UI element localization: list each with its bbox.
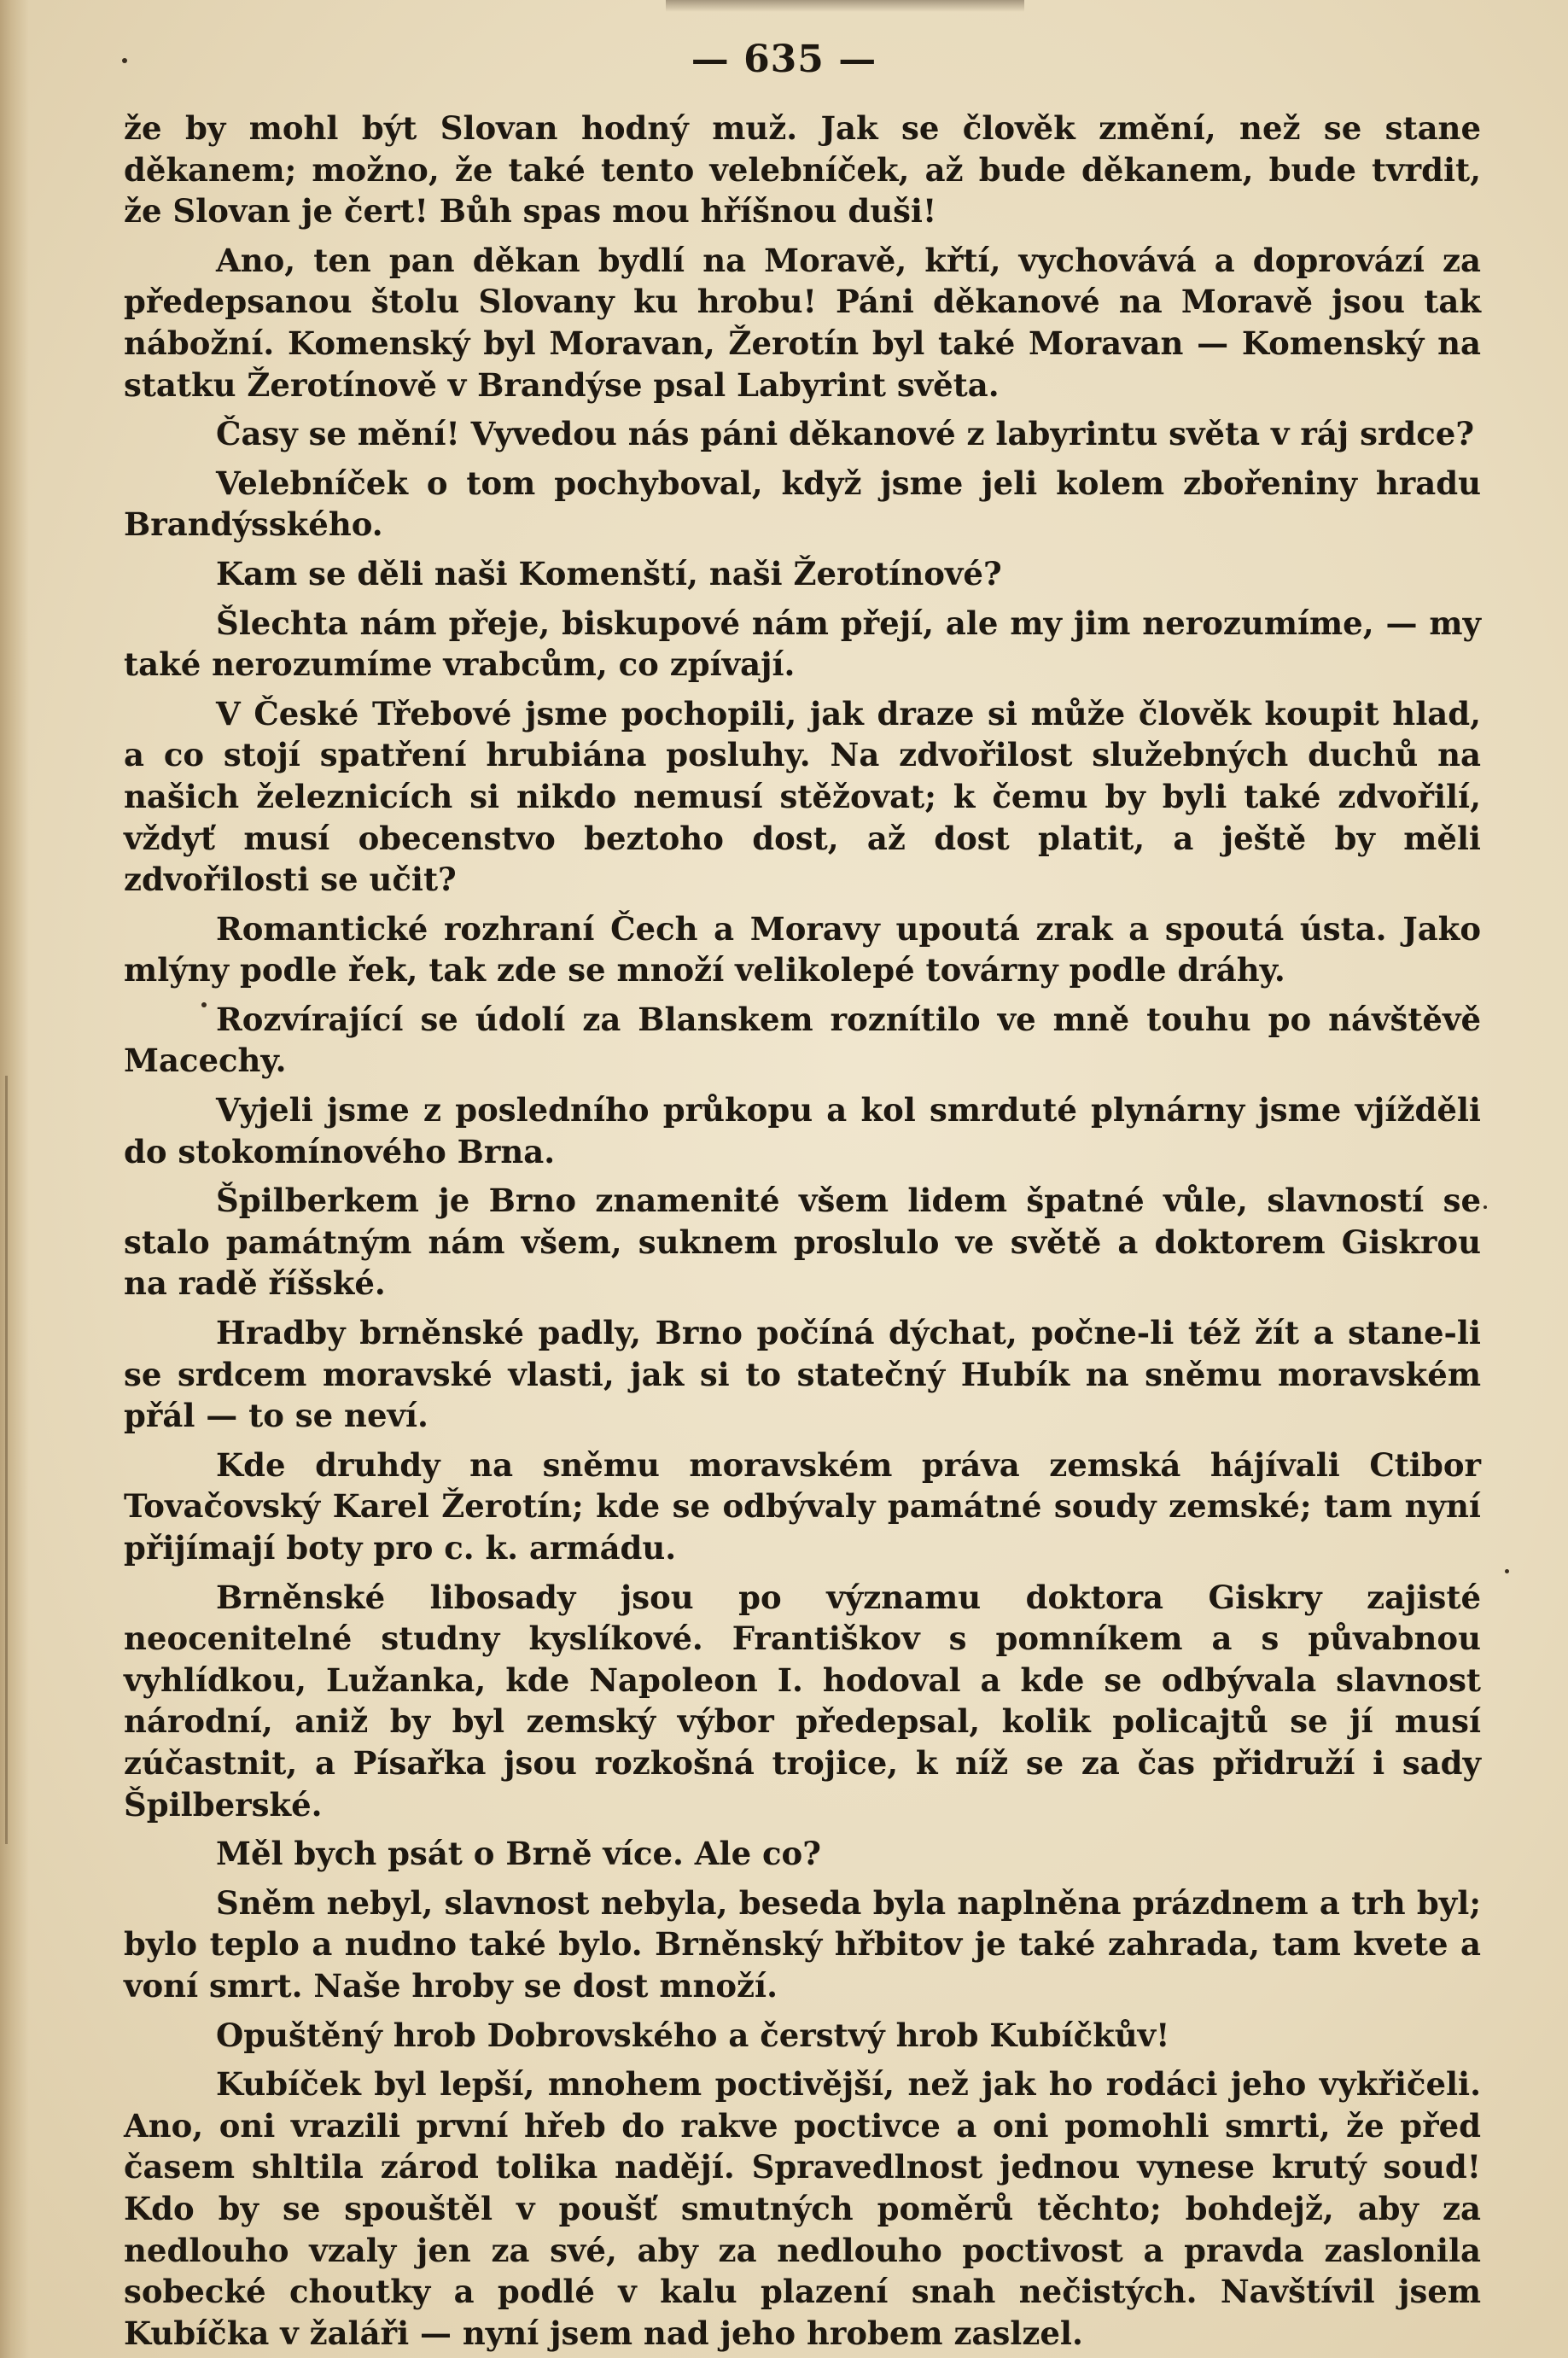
paragraph: Romantické rozhraní Čech a Moravy upoutá zrak a spoutá ústa. Jako mlýny podle řek, tak zde se množí velikolepé továrny podle dráhy. (124, 909, 1481, 989)
ink-speck (1483, 1205, 1487, 1209)
binding-shadow-line (5, 1076, 8, 1844)
paragraph: Časy se mění! Vyvedou nás páni děkanové z labyrintu světa v ráj srdce? (216, 415, 1475, 453)
paragraph: Šlechta nám přeje, biskupové nám přejí, ale my jim nerozumíme, — my také nerozumíme vrabcům, co zpívají. (124, 604, 1481, 684)
paragraph: Vyjeli jsme z posledního průkopu a kol smrduté plynárny jsme vjížděli do stokomínového Brna. (124, 1091, 1481, 1170)
paragraph: Špilberkem je Brno znamenité všem lidem špatné vůle, slavností se stalo památným nám všem, suknem proslulo ve světě a doktorem Giskrou na radě říšské. (124, 1182, 1481, 1303)
page-number: — 635 — (691, 38, 877, 81)
paragraph: Sněm nebyl, slavnost nebyla, beseda byla naplněna prázdnem a trh byl; bylo teplo a nudno také bylo. Brněnský hřbitov je také zahrada, tam kvete a voní smrt. Naše hroby se dost množí. (124, 1883, 1481, 2005)
paragraph: že by mohl být Slovan hodný muž. Jak se člověk změní, než se stane děkanem; možno, že také tento velebníček, až bude děkanem, bude tvrdit, že Slovan je čert! Bůh spas mou hříšnou duši! (124, 109, 1481, 231)
paragraph: Hradby brněnské padly, Brno počíná dýchat, počne-li též žít a stane-li se srdcem moravské vlasti, jak si to statečný Hubík na sněmu moravském přál — to se neví. (124, 1314, 1481, 1435)
paragraph: V České Třebové jsme pochopili, jak draze si může člověk koupit hlad, a co stojí spatření hrubiána posluhy. Na zdvořilost služebných duchů na našich železnicích si nikdo nemusí stěžovat; k čemu by byli také zdvořilí, vždyť musí obecenstvo beztoho dost, až dost platit, a ještě by měli zdvořilosti se učit? (124, 694, 1481, 899)
body-text (124, 108, 1481, 2358)
paragraph: Brněnské libosady jsou po významu doktora Giskry zajisté neocenitelné studny kyslíkové. Františkov s pomníkem a s půvabnou vyhlídkou, Lužanka, kde Napoleon I. hodoval a kde se odbývala slavnost národní, aniž by byl zemský výbor předepsal, kolik policajtů se jí musí zúčastnit, a Písařka jsou rozkošná trojice, k níž se za čas přidruží i sady Špilberské. (124, 1578, 1481, 1824)
top-edge-stain (666, 0, 1024, 12)
paragraph: Ano, ten pan děkan bydlí na Moravě, křtí, vychovává a doprovází za předepsanou štolu Slovany ku hrobu! Páni děkanové na Moravě jsou tak nábožní. Komenský byl Moravan, Žerotín byl také Moravan — Komenský na statku Žerotínově v Brandýse psal Labyrint světa. (124, 241, 1481, 404)
paragraph: Opuštěný hrob Dobrovského a čerstvý hrob Kubíčkův! (216, 2016, 1170, 2054)
paragraph: Kubíček byl lepší, mnohem poctivější, než jak ho rodáci jeho vykřičeli. Ano, oni vrazili první hřeb do rakve poctivce a oni pomohli smrti, že před časem shltila zárod tolika nadějí. Spravedlnost jednou vynese krutý soud! Kdo by se spouštěl v poušť smutných poměrů těchto; bohdejž, aby za nedlouho vzaly jen za své, aby za nedlouho poctivost a pravda zaslonila sobecké choutky a podlé v kalu plazení snah nečistých. Navštívil jsem Kubíčka v žaláři — nyní jsem nad jeho hrobem zaslzel. (124, 2065, 1481, 2352)
paragraph: Rozvírající se údolí za Blanskem roznítilo ve mně touhu po návštěvě Macechy. (124, 1000, 1481, 1080)
paragraph: Kam se děli naši Komenští, naši Žerotínové? (216, 554, 1002, 592)
paragraph: Měl bych psát o Brně více. Ale co? (216, 1835, 821, 1873)
ink-speck (1505, 1569, 1509, 1573)
page-binding-edge (0, 0, 29, 2358)
paragraph: Kde druhdy na sněmu moravském práva zemská hájívali Ctibor Tovačovský Karel Žerotín; kde se odbývaly památné soudy zemské; tam nyní přijímají boty pro c. k. armádu. (124, 1445, 1481, 1567)
paragraph: Velebníček o tom pochyboval, když jsme jeli kolem zbořeniny hradu Brandýsského. (124, 464, 1481, 544)
